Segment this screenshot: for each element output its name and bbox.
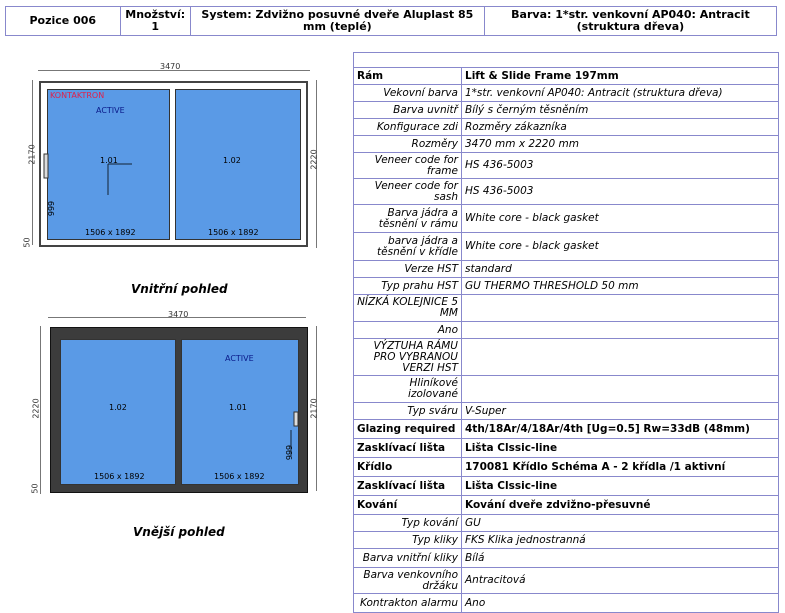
outer-sash2-id: 1.01: [229, 403, 247, 412]
spec-row-label: NÍZKÁ KOLEJNICE 5 MM: [354, 295, 462, 322]
inner-sash2-id: 1.02: [223, 156, 241, 165]
spec-row-label: Kontrakton alarmu: [354, 594, 462, 613]
spec-row-label: Rám: [354, 68, 462, 85]
spec-row: [354, 136, 779, 153]
spec-row: [354, 119, 779, 136]
spec-row-label: Zasklívací lišta: [354, 439, 462, 458]
spec-row-value: 170081 Křídlo Schéma A - 2 křídla /1 aktivní: [462, 458, 779, 477]
spec-row: [354, 594, 779, 613]
spec-row-value: standard: [462, 261, 779, 278]
header-bar: [5, 6, 777, 36]
spec-row: [354, 205, 779, 233]
spec-row: [354, 376, 779, 403]
spec-row-value: GU: [462, 515, 779, 532]
spec-row-label: Vekovní barva: [354, 85, 462, 102]
spec-row: [354, 420, 779, 439]
outer-sash1-size: 1506 x 1892: [94, 472, 145, 481]
spec-row: [354, 295, 779, 322]
inner-left-dim: 2170: [27, 144, 37, 165]
spec-row-value: [462, 376, 779, 403]
spec-row-value: Lišta Clssic-line: [462, 439, 779, 458]
spec-row: [354, 477, 779, 496]
spec-row: [354, 549, 779, 568]
spec-row: [354, 496, 779, 515]
spec-row-label: Typ kování: [354, 515, 462, 532]
spec-row-label: Křídlo: [354, 458, 462, 477]
outer-width-dim: 3470: [168, 310, 189, 319]
spec-row-label: Typ prahu HST: [354, 278, 462, 295]
spec-row-value: Lift & Slide Frame 197mm: [462, 68, 779, 85]
spec-row: [354, 261, 779, 278]
spec-row-value: HS 436-5003: [462, 179, 779, 205]
spec-row-label: Veneer code for sash: [354, 179, 462, 205]
inner-sash2-size: 1506 x 1892: [208, 228, 259, 237]
inner-handle-arrow-icon: [40, 150, 140, 230]
spec-row-label: Barva venkovního držáku: [354, 568, 462, 594]
spec-row-label: Typ sváru: [354, 403, 462, 420]
outer-view-caption: Vnější pohled: [133, 525, 225, 539]
outer-sash-left: [60, 339, 176, 485]
spec-table: [353, 52, 779, 613]
spec-row-value: Rozměry zákazníka: [462, 119, 779, 136]
spec-row-value: Ano: [462, 594, 779, 613]
outer-handle-dim: 999: [285, 444, 295, 461]
outer-left-dim: 2220: [31, 398, 41, 419]
outer-bottom-dim: 50: [30, 483, 40, 494]
spec-row: [354, 233, 779, 261]
spec-row-value: 3470 mm x 2220 mm: [462, 136, 779, 153]
spec-row-label: Typ kliky: [354, 532, 462, 549]
spec-row-label: Ano: [354, 322, 462, 339]
spec-row-label: Barva vnitřní kliky: [354, 549, 462, 568]
inner-bottom-dim: 50: [22, 237, 32, 248]
spec-row-label: Kování: [354, 496, 462, 515]
spec-row-value: [462, 295, 779, 322]
spec-row-value: Kování dveře zdvižno-přesuvné: [462, 496, 779, 515]
quantity-value: 1: [151, 20, 160, 33]
spec-row-value: Antracitová: [462, 568, 779, 594]
spec-row: [354, 339, 779, 376]
spec-row-label: Glazing required: [354, 420, 462, 439]
outer-active-label: ACTIVE: [225, 354, 254, 363]
system-cell: System: Zdvižno posuvné dveře Aluplast 85 mm (teplé): [191, 7, 485, 35]
inner-right-dim: 2220: [309, 149, 319, 170]
spec-row-value: Bílá: [462, 549, 779, 568]
spec-row: [354, 515, 779, 532]
spec-row-label: VÝZTUHA RÁMU PRO VYBRANOU VERZI HST: [354, 339, 462, 376]
spec-row: [354, 179, 779, 205]
inner-active-label: ACTIVE: [96, 106, 125, 115]
inner-handle-dim: 999: [47, 200, 57, 217]
spec-row: [354, 403, 779, 420]
spec-row-value: V-Super: [462, 403, 779, 420]
color-cell: Barva: 1*str. venkovní AP040: Antracit (struktura dřeva): [511, 8, 750, 33]
spec-table-body: [354, 53, 779, 613]
spec-row: [354, 568, 779, 594]
spec-row: [354, 68, 779, 85]
spec-row-value: White core - black gasket: [462, 205, 779, 233]
spec-row-label: Verze HST: [354, 261, 462, 278]
spec-row-value: [462, 339, 779, 376]
spec-row-value: Lišta Clssic-line: [462, 477, 779, 496]
spec-row-label: Veneer code for frame: [354, 153, 462, 179]
spec-row-label: Zasklívací lišta: [354, 477, 462, 496]
inner-kontaktron-label: KONTAKTRON: [50, 91, 105, 100]
inner-sash1-id: 1.01: [100, 156, 118, 165]
spec-row-label: Hliníkové izolované: [354, 376, 462, 403]
spec-row: [354, 322, 779, 339]
spec-row: [354, 102, 779, 119]
outer-sash1-id: 1.02: [109, 403, 127, 412]
inner-sash1-size: 1506 x 1892: [85, 228, 136, 237]
spec-row: [354, 85, 779, 102]
spec-row-value: Bílý s černým těsněním: [462, 102, 779, 119]
spec-row-label: Rozměry: [354, 136, 462, 153]
spec-row: [354, 153, 779, 179]
quantity-label: Množství:: [125, 8, 186, 21]
spec-row: [354, 458, 779, 477]
spec-header-spacer: [354, 53, 779, 68]
position-cell: Pozice 006: [6, 7, 121, 35]
inner-view-caption: Vnitřní pohled: [131, 282, 228, 296]
quantity-cell: [121, 7, 191, 35]
spec-row-value: FKS Klika jednostranná: [462, 532, 779, 549]
spec-row: [354, 439, 779, 458]
spec-row-label: Konfigurace zdi: [354, 119, 462, 136]
spec-row-label: Barva uvnitř: [354, 102, 462, 119]
spec-row-value: White core - black gasket: [462, 233, 779, 261]
spec-row-label: barva jádra a těsnění v křídle: [354, 233, 462, 261]
outer-sash2-size: 1506 x 1892: [214, 472, 265, 481]
spec-row: [354, 278, 779, 295]
inner-width-dim: 3470: [160, 62, 181, 71]
spec-row-value: [462, 322, 779, 339]
spec-row-value: 1*str. venkovní AP040: Antracit (struktura dřeva): [462, 85, 779, 102]
spec-row-value: HS 436-5003: [462, 153, 779, 179]
outer-right-dim: 2170: [309, 398, 319, 419]
spec-row-value: 4th/18Ar/4/18Ar/4th [Ug=0.5] Rw=33dB (48mm): [462, 420, 779, 439]
spec-row-value: GU THERMO THRESHOLD 50 mm: [462, 278, 779, 295]
spec-row: [354, 532, 779, 549]
spec-row-label: Barva jádra a těsnění v rámu: [354, 205, 462, 233]
